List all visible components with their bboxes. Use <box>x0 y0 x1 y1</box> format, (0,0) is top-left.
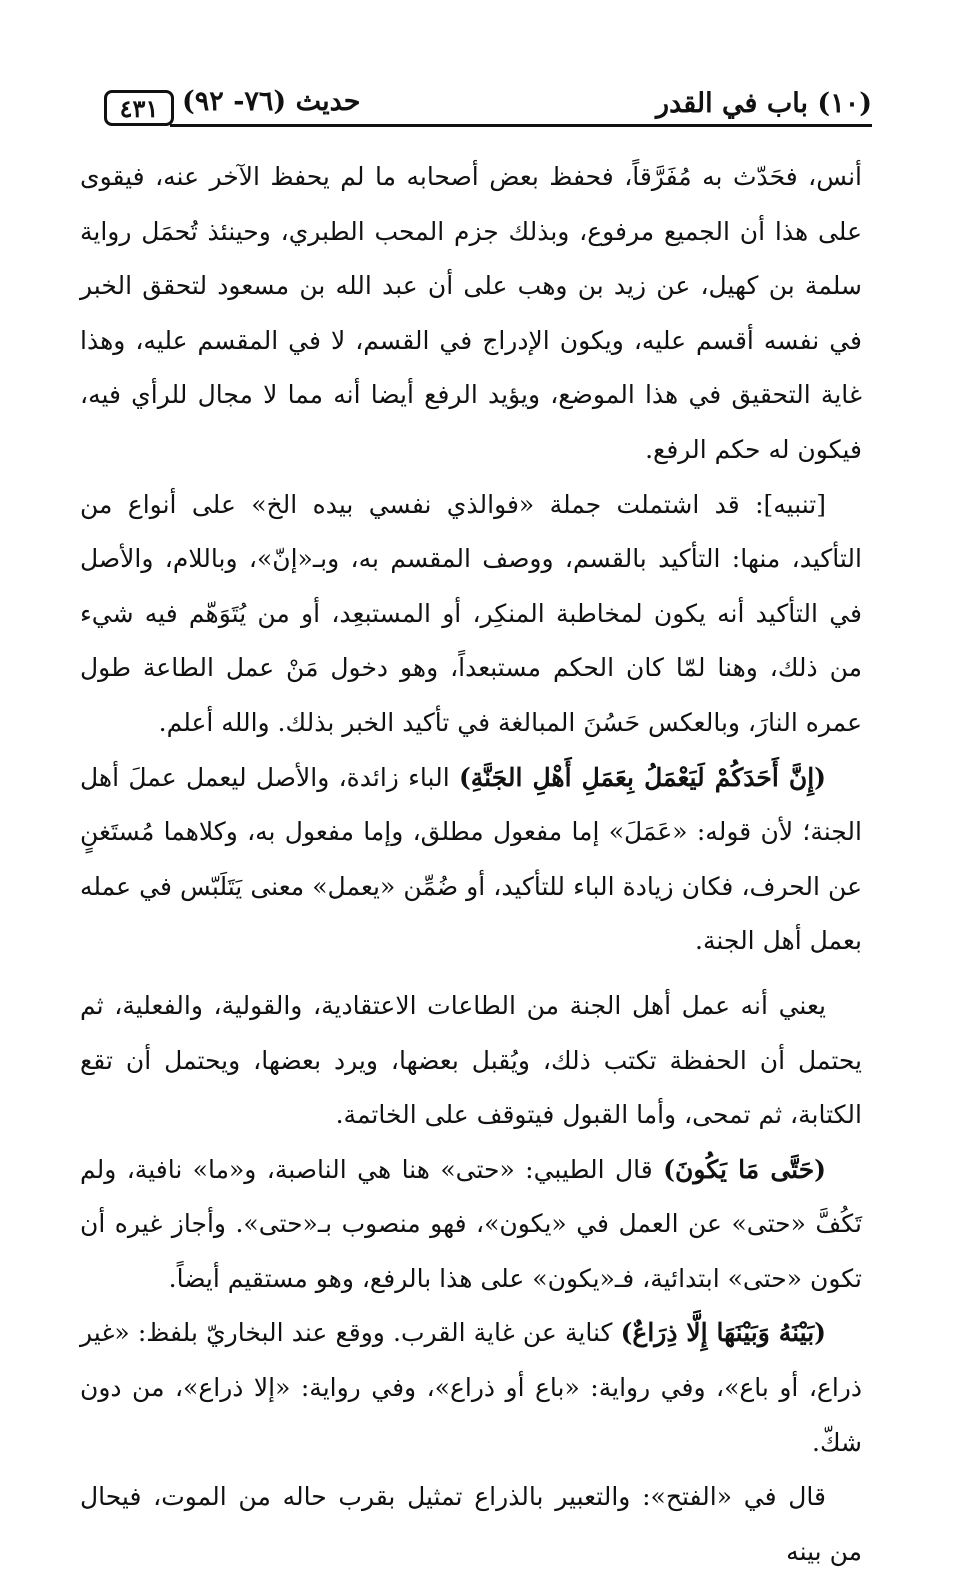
body-text <box>80 150 862 1579</box>
paragraph-text: قال في «الفتح»: والتعبير بالذراع تمثيل بقرب حاله من الموت، فيحال من بينه <box>80 1482 862 1566</box>
hadith-quote: (بَيْنَهُ وَبَيْنَهَا إِلَّا ذِرَاعٌ) <box>620 1318 826 1348</box>
paragraph-text: [تنبيه]: قد اشتملت جملة «فوالذي نفسي بيده الخ» على أنواع من التأكيد، منها: التأكيد بالقسم، ووصف المقسم به، وبـ«إنّ»، وباللام، والأصل في التأكيد أنه يكون لمخاطبة المنكِر، أو المستبعِد، أو من يُتَوَهّم فيه شيء من ذلك، وهنا لمّا كان الحكم مستبعداً، وهو دخول مَنْ عمل الطاعة طول عمره النارَ، وبالعكس حَسُنَ المبالغة في تأكيد الخبر بذلك. والله أعلم. <box>80 489 862 737</box>
paragraph-text: يعني أنه عمل أهل الجنة من الطاعات الاعتقادية، والقولية، والفعلية، ثم يحتمل أن الحفظة تكتب ذلك، ويُقبل بعضها، ويرد بعضها، ويحتمل أن تقع الكتابة، ثم تمحى، وأما القبول فيتوقف على الخاتمة. <box>80 990 862 1130</box>
paragraph <box>80 1470 862 1579</box>
hadith-quote: (إِنَّ أَحَدَكُمْ لَيَعْمَلُ بِعَمَلِ أَهْلِ الجَنَّةِ) <box>458 762 826 792</box>
running-header <box>104 84 872 128</box>
paragraph-text: كناية عن غاية القرب. ووقع عند البخاريّ بلفظ: «غير ذراع، أو باع»، وفي رواية: «باع أو ذراع»، وفي رواية: «إلا ذراع»، من دون شكّ. <box>80 1318 862 1457</box>
chapter-title: (١٠) باب في القدر <box>656 88 872 119</box>
header-rule <box>170 124 872 127</box>
page-number-box <box>104 90 174 126</box>
paragraph-text: أنس، فحَدّث به مُفَرَّقاً، فحفظ بعض أصحابه ما لم يحفظ الآخر عنه، فيقوى على هذا أن الجميع مرفوع، وبذلك جزم المحب الطبري، وحينئذ تُحمَل رواية سلمة بن كهيل، عن زيد بن وهب على أن عبد الله بن مسعود لتحقق الخبر في نفسه أقسم عليه، ويكون الإدراج في القسم، لا في المقسم عليه، وهذا غاية التحقيق في هذا الموضع، ويؤيد الرفع أيضا أنه مما لا مجال للرأي فيه، فيكون له حكم الرفع. <box>80 162 862 464</box>
paragraph-hadith-phrase <box>80 1143 862 1307</box>
hadith-quote: (حَتَّى مَا يَكُونَ) <box>663 1154 826 1184</box>
hadith-range: حديث (٧٦- ٩٢) <box>182 86 361 117</box>
paragraph <box>80 979 862 1143</box>
paragraph-hadith-phrase <box>80 751 862 969</box>
paragraph-text: قال الطيبي: «حتى» هنا هي الناصبة، و«ما» نافية، ولم تَكُفَّ «حتى» عن العمل في «يكون»، فهو منصوب بـ«حتى». وأجاز غيره أن تكون «حتى» ابتدائية، فـ«يكون» على هذا بالرفع، وهو مستقيم أيضاً. <box>80 1154 862 1293</box>
paragraph-hadith-phrase <box>80 1306 862 1470</box>
paragraph-text: الباء زائدة، والأصل ليعمل عملَ أهل الجنة؛ لأن قوله: «عَمَلَ» إما مفعول مطلق، وإما مفعول به، وكلاهما مُستَغنٍ عن الحرف، فكان زيادة الباء للتأكيد، أو ضُمِّن «يعمل» معنى يَتَلَبّس في عمله بعمل أهل الجنة. <box>80 762 862 956</box>
page-number: ٤٣١ <box>119 93 159 123</box>
paragraph-note <box>80 478 862 751</box>
paragraph <box>80 150 862 478</box>
